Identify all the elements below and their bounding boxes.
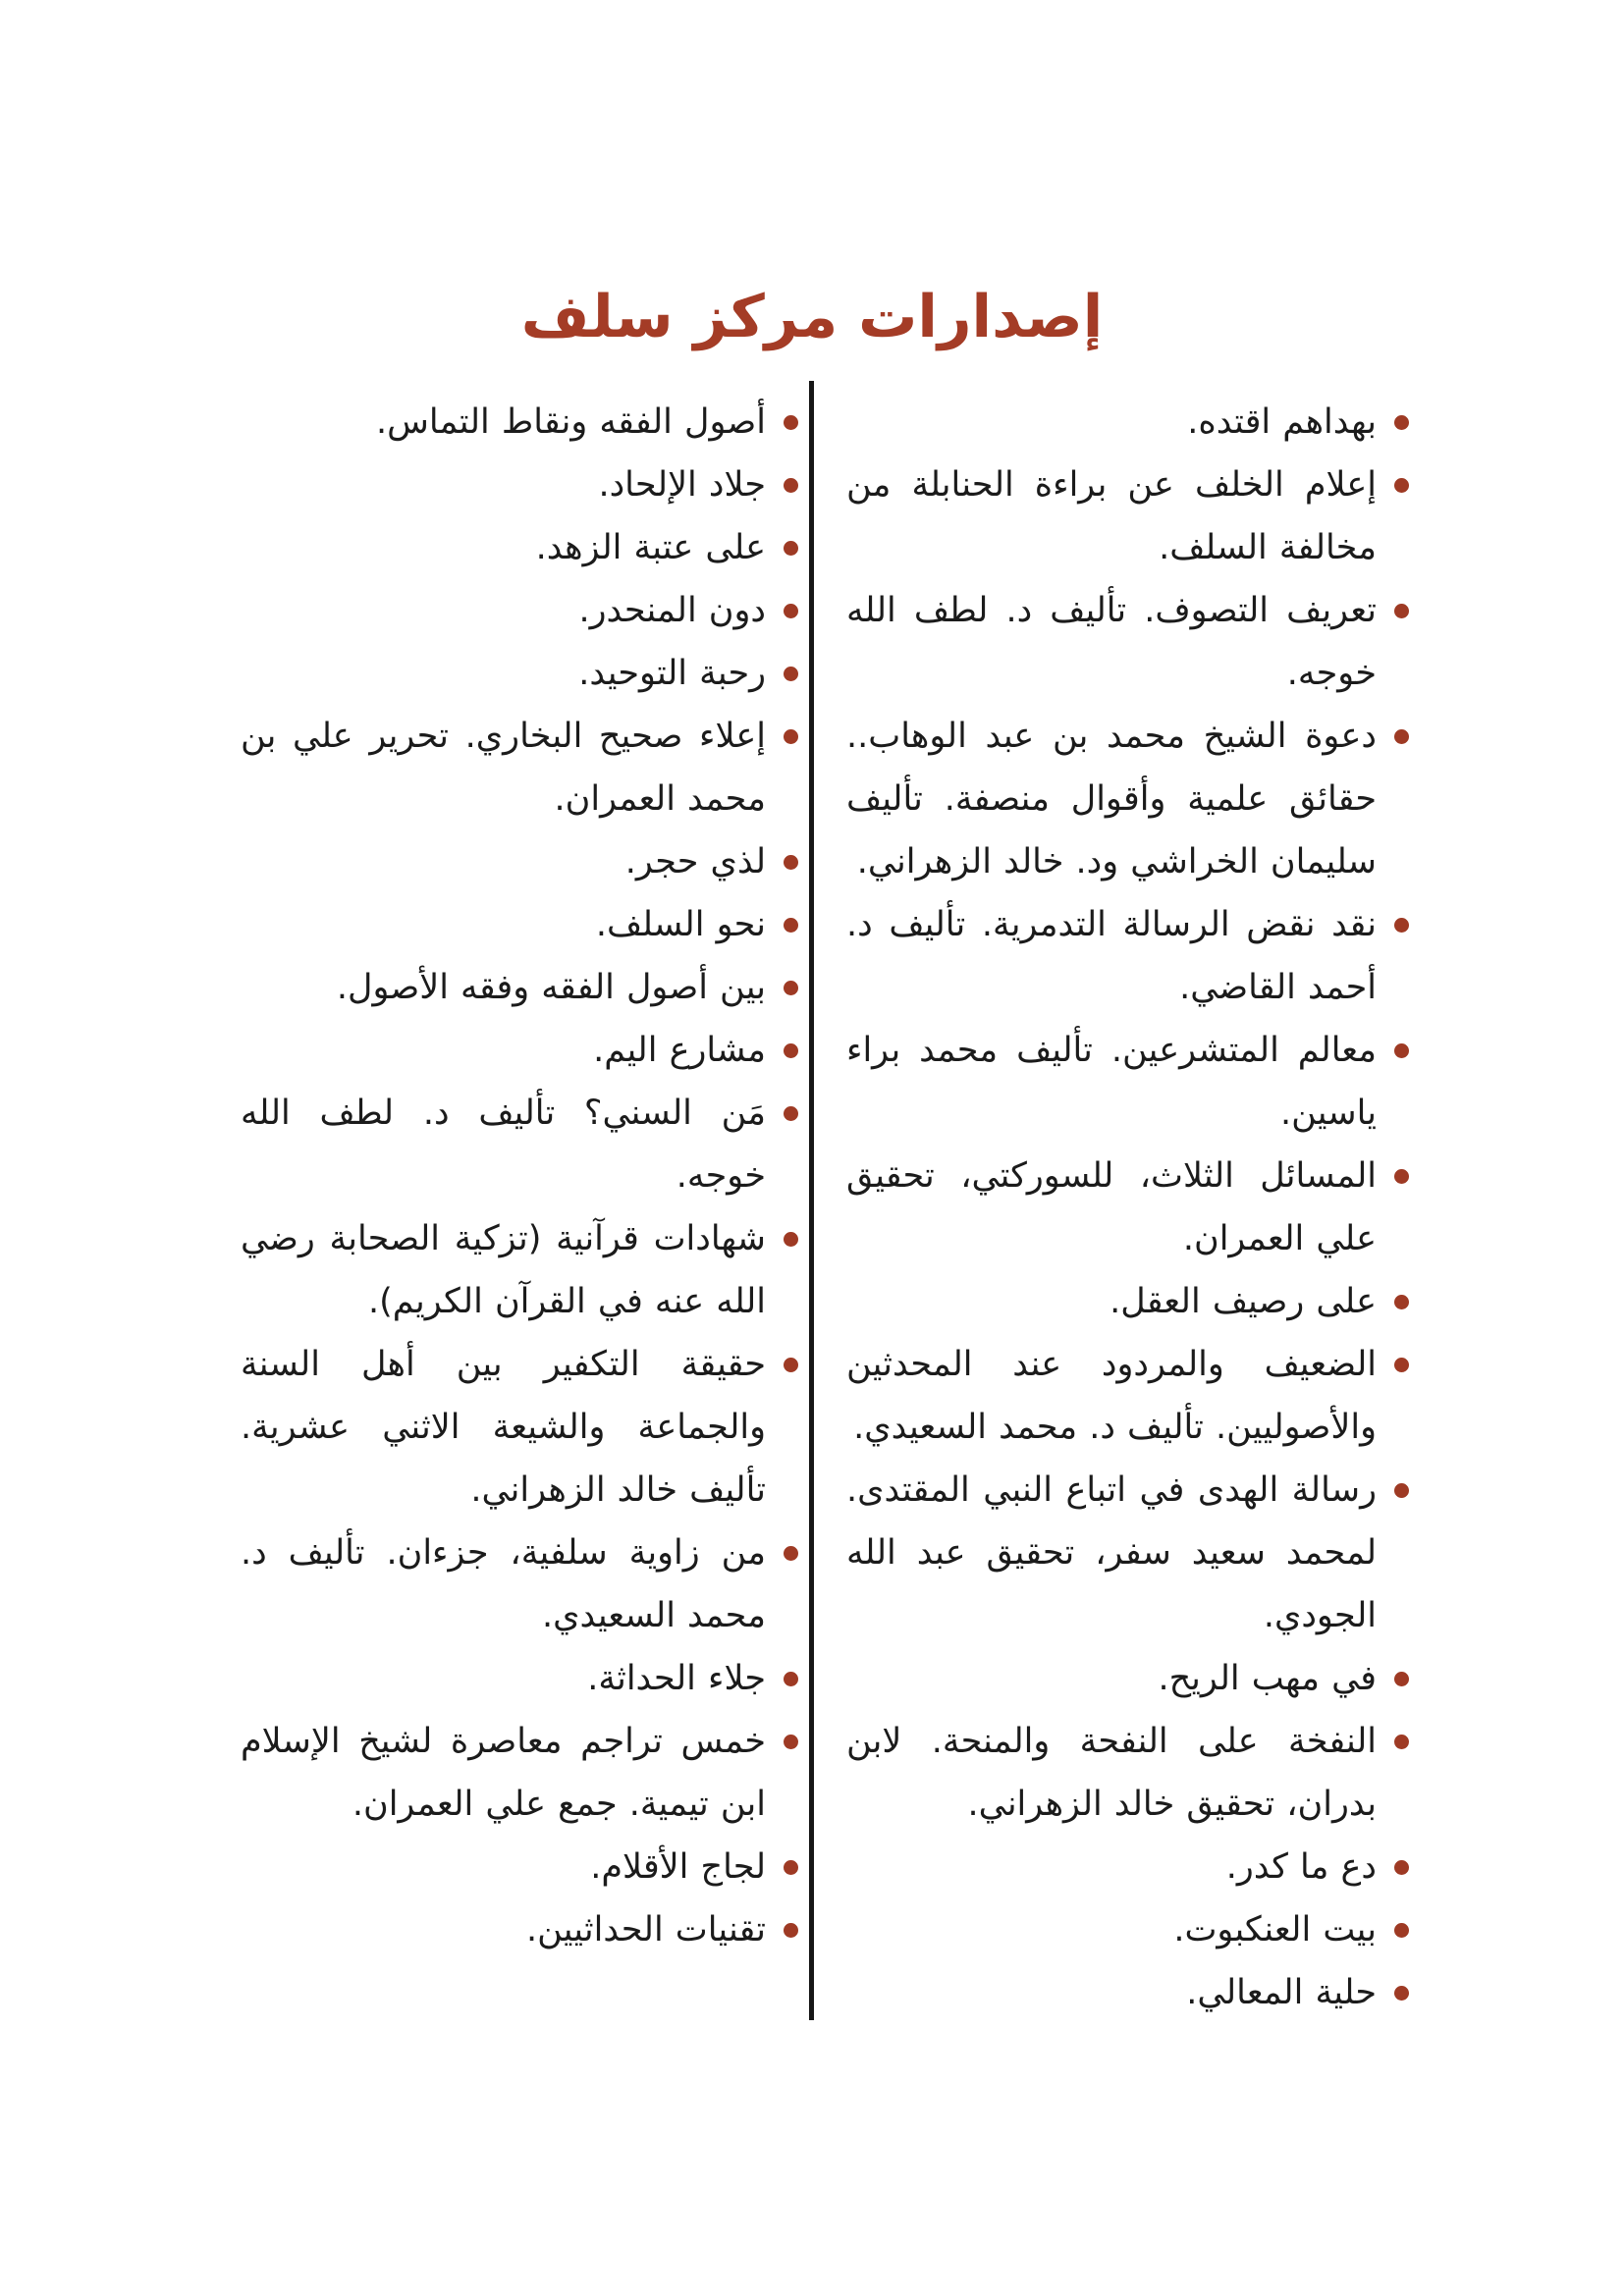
list-item [846, 1333, 1409, 1459]
list-item [241, 956, 798, 1019]
list-item [241, 391, 798, 454]
bullet-icon [1394, 1358, 1409, 1372]
book-entry: نقد نقض الرسالة التدمرية. تأليف د. أحمد القاضي. [846, 905, 1377, 1007]
book-entry: حقيقة التكفير بين أهل السنة والجماعة والشيعة الاثني عشرية. تأليف خالد الزهراني. [241, 1345, 766, 1510]
list-item [846, 1710, 1409, 1836]
book-entry: لجاج الأقلام. [590, 1847, 766, 1887]
book-entry: لذي حجر. [624, 842, 766, 881]
bullet-icon [784, 604, 798, 618]
bullet-icon [1394, 729, 1409, 744]
list-item [241, 516, 798, 579]
bullet-icon [1394, 1860, 1409, 1875]
book-entry: النفخة على النفحة والمنحة. لابن بدران، تحقيق خالد الزهراني. [846, 1722, 1377, 1824]
book-entry: على عتبة الزهد. [535, 528, 766, 567]
book-entry: دون المنحدر. [578, 591, 766, 630]
column-divider-line [809, 381, 814, 2020]
bullet-icon [784, 667, 798, 681]
book-entry: مَن السني؟ تأليف د. لطف الله خوجه. [241, 1094, 766, 1196]
bullet-icon [784, 1106, 798, 1121]
bullet-icon [784, 729, 798, 744]
bullet-icon [784, 1860, 798, 1875]
book-entry: بهداهم اقتده. [1187, 402, 1377, 442]
book-entry: بين أصول الفقه وفقه الأصول. [336, 968, 766, 1007]
book-entry: تعريف التصوف. تأليف د. لطف الله خوجه. [846, 591, 1377, 693]
list-item [846, 1647, 1409, 1710]
bullet-icon [784, 1358, 798, 1372]
list-item [846, 1270, 1409, 1333]
bullet-icon [1394, 1169, 1409, 1184]
bullet-icon [1394, 1986, 1409, 2001]
bullet-icon [784, 1923, 798, 1938]
bullet-icon [1394, 1923, 1409, 1938]
book-entry: رسالة الهدى في اتباع النبي المقتدى. لمحمد سعيد سفر، تحقيق عبد الله الجودي. [846, 1470, 1377, 1635]
book-entry: شهادات قرآنية (تزكية الصحابة رضي الله عنه في القرآن الكريم). [241, 1219, 766, 1321]
list-item [241, 1836, 798, 1898]
book-entry: حلية المعالي. [1186, 1973, 1377, 2012]
bullet-icon [1394, 604, 1409, 618]
page-title: إصدارات مركز سلف [520, 283, 1104, 351]
list-item [241, 579, 798, 642]
list-item [241, 1019, 798, 1082]
list-item [846, 1459, 1409, 1647]
book-entry: المسائل الثلاث، للسوركتي، تحقيق علي العمران. [846, 1156, 1377, 1258]
publications-column-left [241, 391, 798, 1961]
list-item [846, 705, 1409, 893]
publications-column-right [846, 391, 1409, 2024]
book-entry: تقنيات الحداثيين. [525, 1910, 766, 1949]
list-item [846, 1145, 1409, 1270]
list-item [241, 893, 798, 956]
book-entry: من زاوية سلفية، جزءان. تأليف د. محمد السعيدي. [241, 1533, 766, 1635]
bullet-icon [784, 918, 798, 933]
list-item [846, 1019, 1409, 1145]
list-item [241, 454, 798, 516]
book-entry: رحبة التوحيد. [578, 654, 766, 693]
list-item [846, 454, 1409, 579]
bullet-icon [784, 981, 798, 995]
list-item [846, 1836, 1409, 1898]
book-entry: نحو السلف. [595, 905, 766, 944]
bullet-icon [784, 855, 798, 870]
bullet-icon [784, 541, 798, 556]
list-item [241, 642, 798, 705]
list-item [846, 579, 1409, 705]
bullet-icon [1394, 478, 1409, 493]
bullet-icon [784, 1546, 798, 1561]
book-entry: جلاء الحداثة. [587, 1659, 766, 1698]
book-entry: بيت العنكبوت. [1173, 1910, 1377, 1949]
book-entry: دعوة الشيخ محمد بن عبد الوهاب.. حقائق علمية وأقوال منصفة. تأليف سليمان الخراشي ود. خالد الزهراني. [846, 717, 1377, 881]
bullet-icon [1394, 918, 1409, 933]
list-item [241, 1207, 798, 1333]
book-entry: إعلاء صحيح البخاري. تحرير علي بن محمد العمران. [241, 717, 766, 819]
list-item [241, 1333, 798, 1522]
list-item [846, 391, 1409, 454]
list-item [241, 705, 798, 830]
bullet-icon [784, 1735, 798, 1749]
list-item [241, 1898, 798, 1961]
list-item [241, 1082, 798, 1207]
bullet-icon [1394, 1672, 1409, 1686]
book-entry: دع ما كدر. [1225, 1847, 1377, 1887]
book-entry: إعلام الخلف عن براءة الحنابلة من مخالفة السلف. [846, 465, 1377, 567]
bullet-icon [1394, 1295, 1409, 1309]
book-entry: مشارع اليم. [593, 1031, 766, 1070]
list-item [241, 1647, 798, 1710]
book-entry: في مهب الريح. [1158, 1659, 1377, 1698]
bullet-icon [1394, 415, 1409, 430]
bullet-icon [784, 478, 798, 493]
list-item [241, 1710, 798, 1836]
bullet-icon [1394, 1043, 1409, 1058]
book-entry: جلاد الإلحاد. [598, 465, 766, 505]
book-entry: على رصيف العقل. [1110, 1282, 1377, 1321]
book-entry: أصول الفقه ونقاط التماس. [376, 402, 766, 442]
bullet-icon [784, 1232, 798, 1247]
book-entry: معالم المتشرعين. تأليف محمد براء ياسين. [846, 1031, 1377, 1133]
bullet-icon [784, 1672, 798, 1686]
bullet-icon [1394, 1735, 1409, 1749]
list-item [241, 830, 798, 893]
list-item [846, 1898, 1409, 1961]
list-item [846, 893, 1409, 1019]
list-item [241, 1522, 798, 1647]
book-entry: خمس تراجم معاصرة لشيخ الإسلام ابن تيمية. جمع علي العمران. [241, 1722, 766, 1824]
bullet-icon [784, 415, 798, 430]
list-item [846, 1961, 1409, 2024]
bullet-icon [1394, 1483, 1409, 1498]
bullet-icon [784, 1043, 798, 1058]
book-entry: الضعيف والمردود عند المحدثين والأصوليين. تأليف د. محمد السعيدي. [846, 1345, 1377, 1447]
